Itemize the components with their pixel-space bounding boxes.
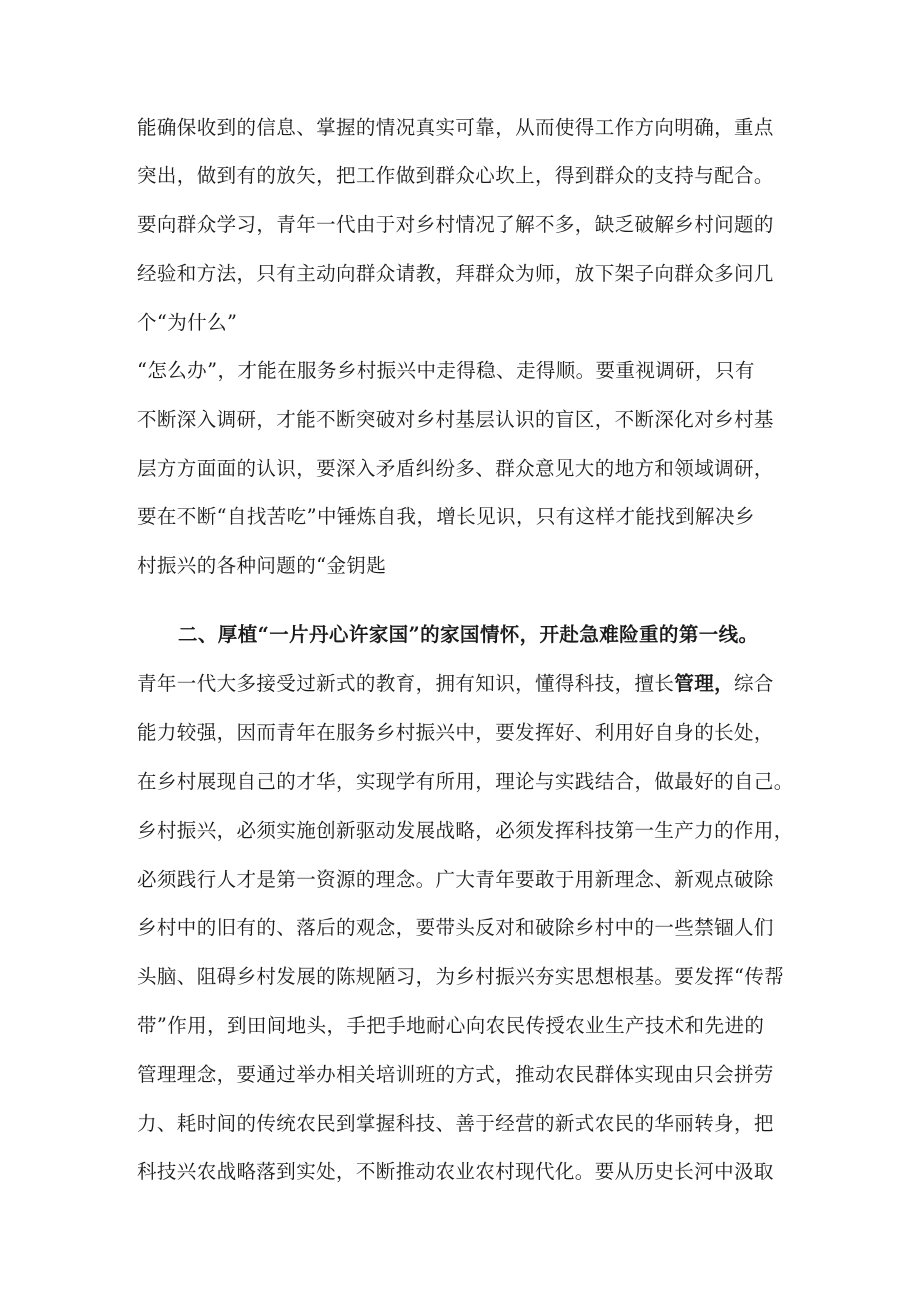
paragraph-line: 管理理念，要通过举办相关培训班的方式，推动农民群体实现由只会拼劳 xyxy=(137,1063,774,1086)
paragraph-line: 层方方面面的认识，要深入矛盾纠纷多、群众意见大的地方和领域调研， xyxy=(137,457,774,480)
paragraph-line: 在乡村展现自己的才华，实现学有所用，理论与实践结合，做最好的自己。 xyxy=(137,770,794,793)
line-text: 青年一代大多接受过新式的教育，拥有知识，懂得科技，擅长 xyxy=(137,672,675,695)
paragraph-line: 必须践行人才是第一资源的理念。广大青年要敢于用新理念、新观点破除 xyxy=(137,868,774,891)
paragraph-line: 突出，做到有的放矢，把工作做到群众心坎上，得到群众的支持与配合。 xyxy=(137,164,774,187)
section-heading: 二、厚植“一片丹心许家国”的家国情怀，开赴急难险重的第一线。 xyxy=(178,623,759,646)
paragraph-line: 村振兴的各种问题的“金钥匙 xyxy=(137,554,387,577)
paragraph-line: “怎么办”，才能在服务乡村振兴中走得稳、走得顺。要重视调研，只有 xyxy=(137,359,755,382)
paragraph-line: 力、耗时间的传统农民到掌握科技、善于经营的新式农民的华丽转身，把 xyxy=(137,1112,774,1135)
paragraph-line: 乡村振兴，必须实施创新驱动发展战略，必须发挥科技第一生产力的作用， xyxy=(137,819,794,842)
paragraph-line: 经验和方法，只有主动向群众请教，拜群众为师，放下架子向群众多问几 xyxy=(137,262,774,285)
paragraph-line: 不断深入调研，才能不断突破对乡村基层认识的盲区，不断深化对乡村基 xyxy=(137,408,774,431)
paragraph-line: 要向群众学习，青年一代由于对乡村情况了解不多，缺乏破解乡村问题的 xyxy=(137,213,774,236)
paragraph-line: 带”作用，到田间地头，手把手地耐心向农民传授农业生产技术和先进的 xyxy=(137,1014,765,1037)
paragraph-line: 能确保收到的信息、掌握的情况真实可靠，从而使得工作方向明确，重点 xyxy=(137,116,774,139)
paragraph-line: 科技兴农战略落到实处，不断推动农业农村现代化。要从历史长河中汲取 xyxy=(137,1160,774,1183)
paragraph-line: 乡村中的旧有的、落后的观念，要带头反对和破除乡村中的一些禁锢人们 xyxy=(137,916,774,939)
paragraph-line: 头脑、阻碍乡村发展的陈规陋习，为乡村振兴夯实思想根基。要发挥“传帮 xyxy=(137,965,785,988)
paragraph-line xyxy=(137,670,774,698)
paragraph-line: 要在不断“自找苦吃”中锤炼自我，增长见识，只有这样才能找到解决乡 xyxy=(137,505,755,528)
paragraph-line: 能力较强，因而青年在服务乡村振兴中，要发挥好、利用好自身的长处， xyxy=(137,721,774,744)
bold-text: 管理， xyxy=(674,672,735,695)
paragraph-line: 个“为什么” xyxy=(137,311,238,334)
line-text: 综合 xyxy=(734,672,774,695)
